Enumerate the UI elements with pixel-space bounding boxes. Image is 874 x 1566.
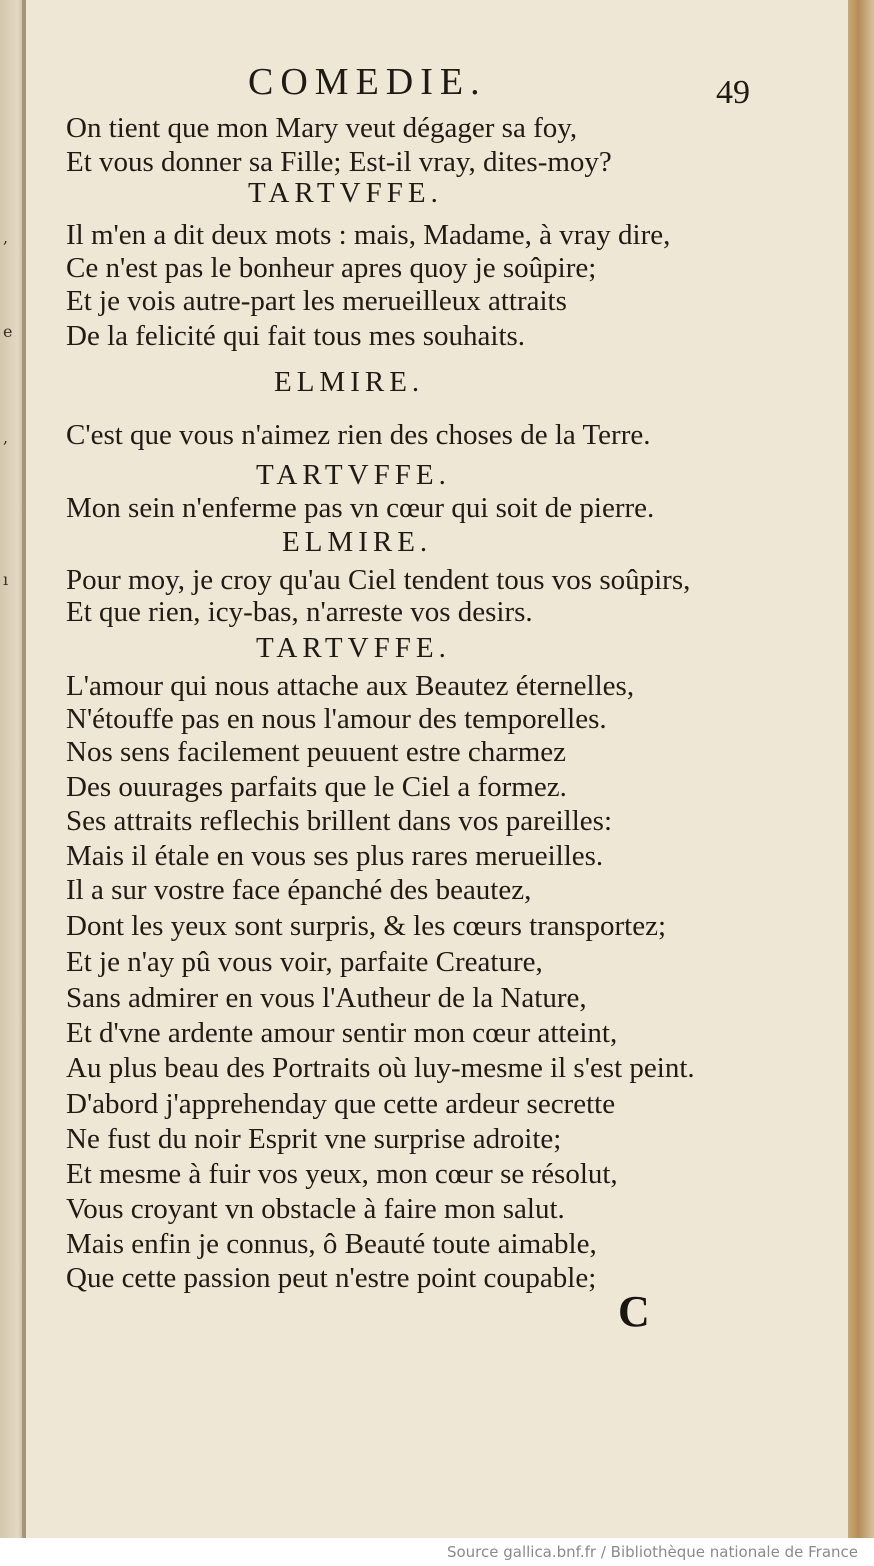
verse-line: Il m'en a dit deux mots : mais, Madame, à vray dire,: [66, 219, 671, 251]
verse-line: On tient que mon Mary veut dégager sa foy,: [66, 112, 578, 144]
verse-line: Pour moy, je croy qu'au Ciel tendent tous vos soûpirs,: [66, 564, 691, 596]
verse-line: Et je n'ay pû vous voir, parfaite Creature,: [66, 946, 543, 978]
verse-line: N'étouffe pas en nous l'amour des temporelles.: [66, 703, 607, 735]
verse-line: Et vous donner sa Fille; Est-il vray, dites-moy?: [66, 146, 612, 178]
margin-mark: ı: [3, 570, 9, 589]
margin-mark: e: [3, 322, 13, 341]
verse-line: Au plus beau des Portraits où luy-mesme il s'est peint.: [66, 1052, 695, 1084]
verse-line: Et que rien, icy-bas, n'arreste vos desirs.: [66, 596, 533, 628]
verse-line: D'abord j'apprehenday que cette ardeur secrette: [66, 1088, 616, 1120]
margin-mark: ,: [3, 228, 9, 247]
page-number: 49: [716, 74, 750, 111]
verse-line: Ce n'est pas le bonheur apres quoy je soûpire;: [66, 252, 597, 284]
source-credit: Source gallica.bnf.fr / Bibliothèque nationale de France: [446, 1543, 858, 1561]
verse-line: Mais enfin je connus, ô Beauté toute aimable,: [66, 1228, 597, 1260]
verse-line: Ses attraits reflechis brillent dans vos pareilles:: [66, 805, 613, 837]
margin-mark: ,: [3, 428, 9, 447]
verse-line: Des ouurages parfaits que le Ciel a formez.: [66, 771, 567, 803]
verse-line: Et je vois autre-part les merueilleux attraits: [66, 285, 567, 317]
verse-line: Sans admirer en vous l'Autheur de la Nature,: [66, 982, 587, 1014]
verse-line: Nos sens facilement peuuent estre charmez: [66, 736, 567, 768]
verse-line: Dont les yeux sont surpris, & les cœurs transportez;: [66, 910, 667, 942]
running-head: COMEDIE.: [248, 61, 487, 103]
book-page: [26, 0, 848, 1538]
source-bar: [0, 1538, 874, 1566]
verse-line: L'amour qui nous attache aux Beautez éternelles,: [66, 670, 635, 702]
speaker-name: TARTVFFE.: [256, 459, 451, 491]
verse-line: De la felicité qui fait tous mes souhaits.: [66, 320, 526, 352]
speaker-name: TARTVFFE.: [248, 177, 443, 209]
verse-line: Vous croyant vn obstacle à faire mon salut.: [66, 1193, 565, 1225]
signature-mark: C: [618, 1287, 650, 1336]
verse-line: Mon sein n'enferme pas vn cœur qui soit de pierre.: [66, 492, 655, 524]
verse-line: Ne fust du noir Esprit vne surprise adroite;: [66, 1123, 562, 1155]
verse-line: C'est que vous n'aimez rien des choses de la Terre.: [66, 419, 651, 451]
verse-line: Et mesme à fuir vos yeux, mon cœur se résolut,: [66, 1158, 618, 1190]
speaker-name: ELMIRE.: [274, 366, 425, 398]
speaker-name: ELMIRE.: [282, 526, 433, 558]
page-fore-edge: [848, 0, 874, 1538]
verse-line: Il a sur vostre face épanché des beautez,: [66, 874, 532, 906]
verse-line: Que cette passion peut n'estre point coupable;: [66, 1262, 597, 1294]
verse-line: Mais il étale en vous ses plus rares merueilles.: [66, 840, 604, 872]
speaker-name: TARTVFFE.: [256, 632, 451, 664]
verse-line: Et d'vne ardente amour sentir mon cœur atteint,: [66, 1017, 618, 1049]
